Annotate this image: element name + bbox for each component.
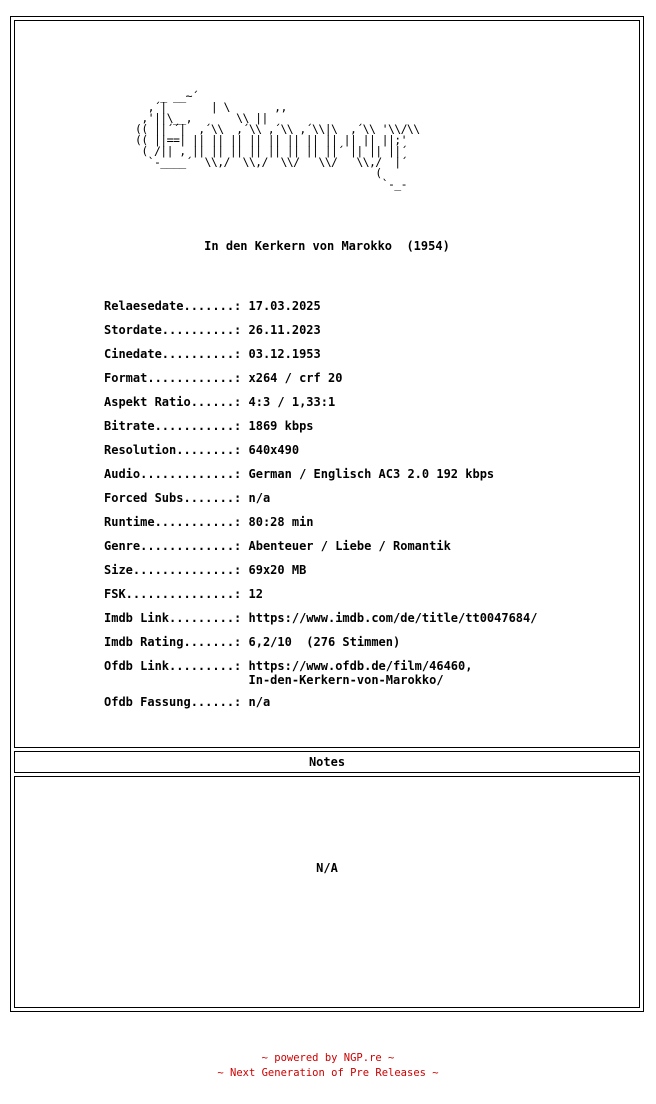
info-key: Runtime...........: <box>104 515 249 529</box>
info-key: Relaesedate.......: <box>104 299 249 313</box>
notes-value: N/A <box>316 861 338 875</box>
info-value: 4:3 / 1,33:1 <box>248 395 336 409</box>
info-row-resolution <box>104 443 634 467</box>
info-row-aspect-ratio <box>104 395 634 419</box>
info-key: Audio.............: <box>104 467 249 481</box>
info-key: Forced Subs.......: <box>104 491 249 505</box>
info-value: n/a <box>248 491 271 505</box>
info-row-fsk <box>104 587 634 611</box>
info-key: Format............: <box>104 371 249 385</box>
info-row-imdb-link <box>104 611 634 635</box>
goodboy-ascii-logo: _ __~´ ,´| | \ ,, ,'||\__, \\ || (( ||´´| ,´\\ ,´\\ ,´\\ ,´\\|\ ,´\\ '\\/\\ (( ||==| || || || || || || || || || || ||;' ( /|| , || || || || || || || ||´ || || ||´ `-____´ \\,/ \\,/ \\/ \\/ \\,/ |´ ( `-_- <box>135 89 420 191</box>
info-list <box>104 299 634 719</box>
notes-panel <box>14 776 640 1008</box>
info-value: 6,2/10 (276 Stimmen) <box>248 635 401 649</box>
info-value: 80:28 min <box>248 515 314 529</box>
info-value: 1869 kbps <box>248 419 314 433</box>
info-value: 640x490 <box>248 443 300 457</box>
info-row-audio <box>104 467 634 491</box>
info-row-genre <box>104 539 634 563</box>
info-value: German / Englisch AC3 2.0 192 kbps <box>248 467 495 481</box>
info-row-runtime <box>104 515 634 539</box>
info-key: Imdb Link.........: <box>104 611 249 625</box>
info-value: 03.12.1953 <box>248 347 321 361</box>
info-key: Genre.............: <box>104 539 249 553</box>
info-value: 69x20 MB <box>248 563 307 577</box>
info-row-ofdb-fassung <box>104 695 634 719</box>
movie-title: In den Kerkern von Marokko (1954) <box>204 239 450 253</box>
info-row-format <box>104 371 634 395</box>
info-key: Imdb Rating.......: <box>104 635 249 649</box>
footer-tagline: ~ Next Generation of Pre Releases ~ <box>217 1067 439 1079</box>
info-key: FSK...............: <box>104 587 249 601</box>
imdb-link[interactable]: https://www.imdb.com/de/title/tt0047684/ <box>248 611 538 625</box>
info-value: n/a <box>248 695 271 709</box>
info-key: Bitrate...........: <box>104 419 249 433</box>
ofdb-link[interactable]: https://www.ofdb.de/film/46460, In-den-Kerkern-von-Marokko/ <box>248 659 473 687</box>
info-value: 17.03.2025 <box>248 299 321 313</box>
info-key: Aspekt Ratio......: <box>104 395 249 409</box>
footer-powered-by: ~ powered by NGP.re ~ <box>261 1052 395 1064</box>
info-row-cinedate <box>104 347 634 371</box>
release-info-panel <box>14 20 640 748</box>
info-value: 26.11.2023 <box>248 323 321 337</box>
info-value: 12 <box>248 587 263 601</box>
info-key: Ofdb Fassung......: <box>104 695 249 709</box>
info-row-size <box>104 563 634 587</box>
info-key: Cinedate..........: <box>104 347 249 361</box>
info-row-stordate <box>104 323 634 347</box>
info-row-imdb-rating <box>104 635 634 659</box>
info-row-bitrate <box>104 419 634 443</box>
info-value: x264 / crf 20 <box>248 371 343 385</box>
info-key: Size..............: <box>104 563 249 577</box>
info-key: Resolution........: <box>104 443 249 457</box>
info-row-releasedate <box>104 299 634 323</box>
info-row-forced-subs <box>104 491 634 515</box>
info-row-ofdb-link <box>104 659 634 695</box>
info-key: Stordate..........: <box>104 323 249 337</box>
info-key: Ofdb Link.........: <box>104 659 249 673</box>
notes-header: Notes <box>14 751 640 773</box>
info-value: Abenteuer / Liebe / Romantik <box>248 539 451 553</box>
